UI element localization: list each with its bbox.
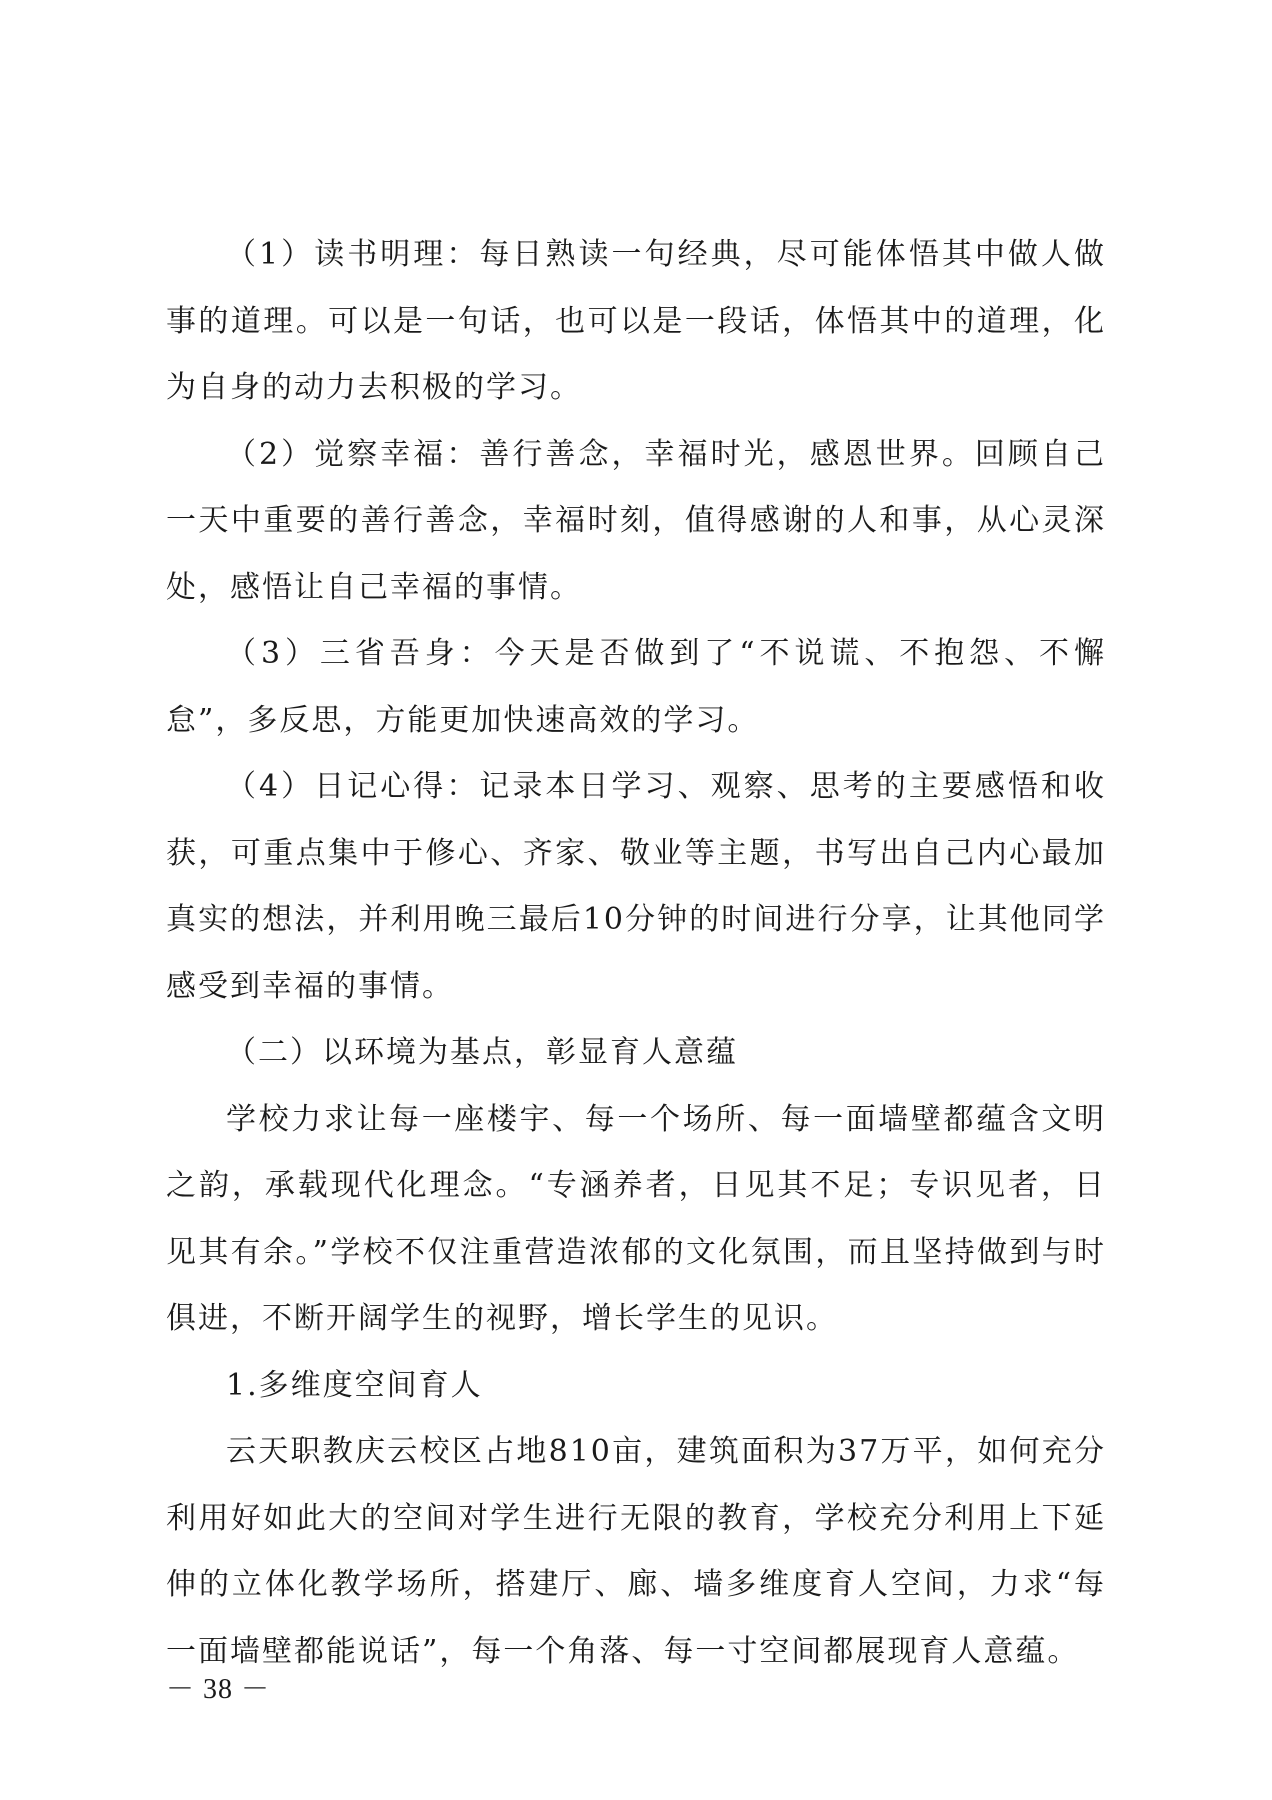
document-body xyxy=(166,222,1106,1685)
subsection-heading: 1.多维度空间育人 xyxy=(226,1367,483,1403)
item-2-happiness: （2）觉察幸福：善行善念，幸福时光，感恩世界。回顾自己一天中重要的善行善念，幸福时刻，值得感谢的人和事，从心灵深处，感悟让自己幸福的事情。 xyxy=(166,436,1106,605)
item-4-diary: （4）日记心得：记录本日学习、观察、思考的主要感悟和收获，可重点集中于修心、齐家、敬业等主题，书写出自己内心最加真实的想法，并利用晚三最后10分钟的时间进行分享，让其他同学感受到幸福的事情。 xyxy=(166,769,1106,1004)
item-3-reflection: （3）三省吾身：今天是否做到了“不说谎、不抱怨、不懈怠”，多反思，方能更加快速高效的学习。 xyxy=(166,636,1106,738)
subsection-paragraph: 云天职教庆云校区占地810亩，建筑面积为37万平，如何充分利用好如此大的空间对学生进行无限的教育，学校充分利用上下延伸的立体化教学场所，搭建厅、廊、墙多维度育人空间，力求“每一面墙壁都能说话”，每一个角落、每一寸空间都展现育人意蕴。 xyxy=(166,1434,1106,1669)
section-heading: （二）以环境为基点，彰显育人意蕴 xyxy=(226,1035,738,1070)
page-number: － 38 － xyxy=(166,1674,271,1705)
item-1-reading: （1）读书明理：每日熟读一句经典，尽可能体悟其中做人做事的道理。可以是一句话，也可以是一段话，体悟其中的道理，化为自身的动力去积极的学习。 xyxy=(166,237,1106,405)
section-paragraph: 学校力求让每一座楼宇、每一个场所、每一面墙壁都蕴含文明之韵，承载现代化理念。“专涵养者，日见其不足；专识见者，日见其有余。”学校不仅注重营造浓郁的文化氛围，而且坚持做到与时俱进，不断开阔学生的视野，增长学生的见识。 xyxy=(166,1101,1106,1336)
